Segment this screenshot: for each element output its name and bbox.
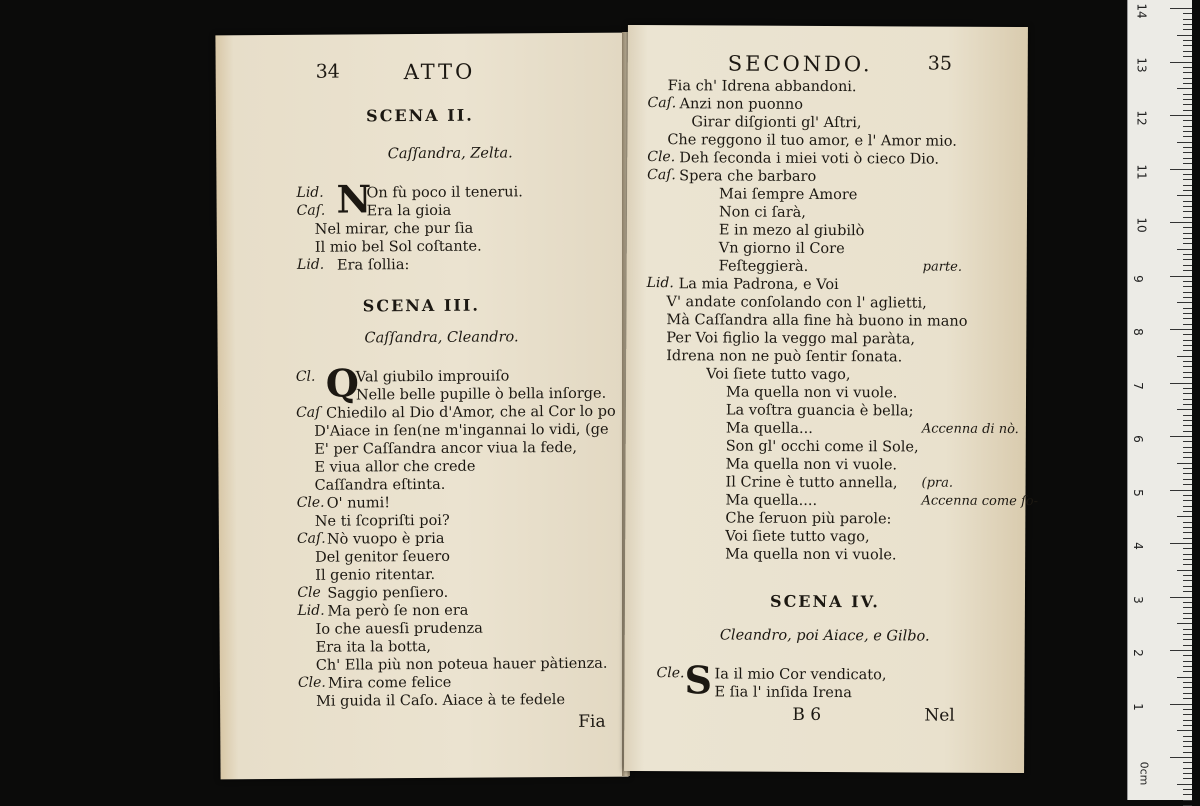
ruler-number: 13 [1134, 56, 1149, 73]
verse-line: Il Crine è tutto annella, [725, 474, 898, 492]
verse-line: Ma quella non vi vuole. [725, 456, 898, 474]
verse-line: Mi guida il Caſo. Aiace à te fedele [316, 692, 566, 710]
ruler-tick [1177, 570, 1192, 571]
ruler-tick [1183, 13, 1192, 14]
ruler-tick [1183, 639, 1192, 640]
ruler-tick [1183, 174, 1192, 175]
verse-line: Mira come felice [327, 674, 452, 692]
verse-line: Che reggono il tuo amor, e l' Amor mio. [667, 132, 957, 150]
ruler-tick [1170, 8, 1192, 9]
verse-line: Nel mirar, che pur ſia [314, 220, 474, 238]
ruler-tick [1170, 329, 1192, 330]
verse-line: Deh ſeconda i miei voti ò cieco Dio. [679, 150, 940, 168]
ruler-tick [1183, 511, 1192, 512]
ruler-tick [1183, 629, 1192, 630]
verse-line: Ch' Ella più non poteua hauer pàtienza. [315, 655, 608, 674]
verse-line: Era ita la botta, [315, 638, 432, 656]
speaker-label: Caſ [295, 404, 321, 421]
speaker-label: Cle. [296, 494, 325, 511]
ruler-tick [1183, 345, 1192, 346]
ruler-tick [1183, 190, 1192, 191]
ruler-tick [1183, 158, 1192, 159]
speaker-label: Caſ. [647, 95, 677, 112]
ruler-tick [1183, 308, 1192, 309]
verse-line: Ma quella... [725, 420, 813, 437]
ruler-tick [1183, 447, 1192, 448]
ruler-tick [1183, 522, 1192, 523]
ruler-tick [1183, 618, 1192, 619]
ruler-tick [1183, 484, 1192, 485]
stage-direction: Accenna come ſo- [921, 493, 1039, 510]
stage-direction: (pra. [921, 475, 954, 491]
ruler-tick [1183, 377, 1192, 378]
ruler-tick [1183, 682, 1192, 683]
stage-direction: parte. [922, 259, 963, 275]
verse-line: V' andate conſolando con l' aglietti, [666, 294, 927, 312]
speaker-label: Caſ. [296, 202, 326, 219]
ruler-tick [1183, 709, 1192, 710]
ruler-tick [1177, 302, 1192, 303]
ruler-tick [1183, 452, 1192, 453]
ruler-tick [1183, 67, 1192, 68]
ruler-tick [1183, 238, 1192, 239]
verse-line: Mà Caſſandra alla fine hà buono in mano [666, 312, 968, 330]
ruler-tick [1183, 634, 1192, 635]
ruler-tick [1183, 532, 1192, 533]
ruler-tick [1183, 270, 1192, 271]
ruler-tick [1183, 19, 1192, 20]
drop-cap: N [336, 176, 372, 222]
verse-line: Son gl' occhi come il Sole, [725, 438, 919, 456]
ruler-tick [1170, 650, 1192, 651]
open-book [218, 22, 1039, 780]
ruler-tick [1183, 318, 1192, 319]
ruler-tick [1183, 147, 1192, 148]
ruler-tick [1170, 490, 1192, 491]
ruler-tick [1183, 388, 1192, 389]
verse-line: Del genitor ſeuero [315, 548, 451, 566]
verse-line: Caſſandra eſtinta. [314, 476, 446, 494]
ruler-tick [1183, 94, 1192, 95]
speaker-label: Lid. [297, 602, 325, 619]
ruler-tick [1183, 645, 1192, 646]
verse-line: Voi ſiete tutto vago, [725, 528, 870, 546]
ruler-tick [1183, 586, 1192, 587]
catchword: Nel [924, 705, 955, 726]
ruler-tick [1183, 671, 1192, 672]
ruler-tick [1183, 506, 1192, 507]
ruler-tick [1170, 704, 1192, 705]
speaker-label: Caſ. [647, 167, 676, 184]
ruler-tick [1183, 741, 1192, 742]
ruler-tick [1183, 40, 1192, 41]
ruler-tick [1183, 425, 1192, 426]
verse-line: La mia Padrona, e Voi [678, 276, 839, 294]
scena-title: SCENA III. [362, 295, 480, 316]
ruler-number: 5 [1130, 488, 1145, 497]
ruler-tick [1183, 361, 1192, 362]
scena-characters: Caſſandra, Cleandro. [364, 329, 519, 347]
ruler-tick [1183, 468, 1192, 469]
ruler-tick [1183, 575, 1192, 576]
ruler-tick [1183, 559, 1192, 560]
ruler-tick [1183, 746, 1192, 747]
verse-line: Chiedilo al Dio d'Amor, che al Cor lo po [325, 403, 616, 422]
verse-line: Saggio penſiero. [327, 584, 449, 602]
ruler-tick [1177, 516, 1192, 517]
ruler-tick [1170, 276, 1192, 277]
ruler-tick [1183, 773, 1192, 774]
verse-line: Io che auesſi prudenza [315, 620, 483, 638]
ruler-tick [1183, 334, 1192, 335]
verse-line: Ma quella non vi vuole. [725, 384, 898, 402]
verse-line: Nò vuopo è pria [326, 530, 445, 548]
drop-cap: S [684, 657, 713, 703]
ruler-tick [1183, 666, 1192, 667]
ruler-tick [1183, 286, 1192, 287]
ruler-tick [1183, 350, 1192, 351]
ruler-tick [1183, 45, 1192, 46]
ruler-tick [1170, 169, 1192, 170]
ruler-tick [1177, 88, 1192, 89]
verse-line: Vn giorno il Core [718, 240, 845, 258]
ruler-tick [1183, 720, 1192, 721]
ruler-tick [1177, 249, 1192, 250]
stage-direction: Accenna di nò. [921, 421, 1019, 438]
ruler-tick [1170, 757, 1192, 758]
ruler-tick [1183, 538, 1192, 539]
verse-line: E in mezo al giubilò [718, 222, 865, 240]
ruler-tick [1183, 313, 1192, 314]
ruler-tick [1170, 436, 1192, 437]
ruler-tick [1183, 479, 1192, 480]
verse-line: Spera che barbaro [679, 168, 817, 185]
ruler-tick [1183, 211, 1192, 212]
ruler-number: 4 [1130, 542, 1145, 550]
ruler-tick [1183, 613, 1192, 614]
ruler-tick [1183, 259, 1192, 260]
ruler-number: 12 [1134, 110, 1149, 126]
ruler-tick [1183, 495, 1192, 496]
ruler-tick [1183, 687, 1192, 688]
running-header-right: SECONDO. [727, 51, 873, 77]
ruler-tick [1183, 404, 1192, 405]
ruler-number: 2 [1130, 649, 1145, 657]
ruler-tick [1183, 83, 1192, 84]
speaker-label: Caſ. [296, 530, 326, 547]
ruler-tick [1183, 693, 1192, 694]
verse-line: E viua allor che crede [314, 458, 476, 476]
ruler-tick [1177, 677, 1192, 678]
ruler-tick [1183, 217, 1192, 218]
catchword: Fia [578, 711, 606, 732]
ruler-tick [1183, 206, 1192, 207]
ruler-tick [1183, 324, 1192, 325]
ruler-tick [1183, 736, 1192, 737]
running-header-left: ATTO [403, 59, 476, 85]
verse-line: Feſteggierà. [718, 258, 809, 275]
ruler-tick [1183, 714, 1192, 715]
verse-line: Non ci ſarà, [718, 204, 806, 221]
ruler-tick [1183, 778, 1192, 779]
verse-line: Il mio bel Sol coſtante. [314, 238, 482, 256]
measuring-ruler [1127, 0, 1192, 800]
ruler-tick [1170, 597, 1192, 598]
verse-line: D'Aiace in ſen(ne m'ingannai lo vidi, (ge [314, 421, 609, 440]
ruler-tick [1183, 265, 1192, 266]
ruler-tick [1183, 548, 1192, 549]
speaker-label: Cle. [647, 149, 676, 166]
ruler-tick [1183, 56, 1192, 57]
ruler-tick [1177, 35, 1192, 36]
verse-line: Voi ſiete tutto vago, [706, 366, 851, 384]
ruler-tick [1183, 372, 1192, 373]
right-page [624, 25, 1039, 773]
verse-line: Val giubilo improuiſo [355, 368, 510, 386]
verse-line: Ia il mio Cor vendicato, [714, 666, 887, 684]
ruler-tick [1170, 62, 1192, 63]
ruler-tick [1183, 51, 1192, 52]
ruler-tick [1183, 72, 1192, 73]
ruler-tick [1183, 762, 1192, 763]
ruler-tick [1177, 623, 1192, 624]
verse-line: Per Voi figlio la veggo mal paràta, [666, 330, 916, 348]
left-page [215, 33, 628, 780]
ruler-tick [1183, 340, 1192, 341]
ruler-tick [1183, 24, 1192, 25]
verse-line: On fù poco il tenerui. [366, 184, 523, 202]
ruler-tick [1183, 297, 1192, 298]
verse-line: Ma quella.... [725, 492, 818, 509]
ruler-tick [1183, 655, 1192, 656]
ruler-number: 10 [1134, 217, 1149, 233]
ruler-tick [1183, 580, 1192, 581]
verse-line: O' numi! [326, 495, 391, 512]
page-number-left: 34 [315, 60, 340, 83]
ruler-tick [1183, 564, 1192, 565]
ruler-number: 8 [1130, 328, 1145, 336]
ruler-tick [1183, 233, 1192, 234]
ruler-tick [1183, 201, 1192, 202]
ruler-tick [1183, 120, 1192, 121]
speaker-label: Cle [297, 584, 321, 601]
ruler-tick [1183, 399, 1192, 400]
ruler-tick [1183, 227, 1192, 228]
ruler-number: 7 [1130, 381, 1145, 390]
verse-line: Nelle belle pupille ò bella inſorge. [355, 385, 607, 404]
ruler-tick [1183, 441, 1192, 442]
ruler-tick [1183, 607, 1192, 608]
ruler-tick [1183, 794, 1192, 795]
verse-line: Anzi non puonno [679, 96, 804, 113]
ruler-tick [1183, 99, 1192, 100]
ruler-number: 14 [1134, 3, 1149, 19]
ruler-tick [1183, 457, 1192, 458]
scena-characters: Cleandro, poi Aiace, e Gilbo. [719, 627, 930, 645]
verse-line: Che ſeruon più parole: [725, 510, 892, 528]
ruler-tick [1183, 725, 1192, 726]
speaker-label: Cle. [297, 674, 326, 691]
ruler-number: 9 [1130, 274, 1145, 283]
ruler-tick [1183, 185, 1192, 186]
verse-line: Fia ch' Idrena abbandoni. [667, 78, 857, 96]
ruler-tick [1170, 383, 1192, 384]
ruler-tick [1183, 104, 1192, 105]
ruler-tick [1183, 752, 1192, 753]
ruler-tick [1177, 195, 1192, 196]
ruler-tick [1183, 698, 1192, 699]
speaker-label: Lid. [296, 184, 324, 201]
ruler-tick [1183, 179, 1192, 180]
drop-cap: Q [325, 360, 360, 406]
scena-characters: Caſſandra, Zelta. [387, 145, 513, 163]
ruler-tick [1170, 543, 1192, 544]
ruler-unit: 0cm [1137, 761, 1151, 786]
ruler-tick [1177, 730, 1192, 731]
ruler-tick [1183, 78, 1192, 79]
ruler-tick [1177, 784, 1192, 785]
ruler-tick [1177, 356, 1192, 357]
ruler-tick [1183, 366, 1192, 367]
ruler-tick [1183, 110, 1192, 111]
ruler-tick [1183, 281, 1192, 282]
ruler-tick [1183, 591, 1192, 592]
verse-line: Era la gioia [366, 202, 452, 220]
verse-line: Ne ti ſcopriſti poi? [314, 512, 450, 530]
verse-line: La voſtra guancia è bella; [725, 402, 914, 420]
scena-title: SCENA II. [366, 105, 474, 126]
ruler-tick [1183, 527, 1192, 528]
ruler-tick [1177, 463, 1192, 464]
page-number-right: 35 [927, 52, 953, 75]
ruler-tick [1170, 222, 1192, 223]
ruler-tick [1183, 500, 1192, 501]
ruler-tick [1183, 415, 1192, 416]
speaker-label: Lid. [646, 275, 674, 292]
ruler-tick [1183, 136, 1192, 137]
ruler-number: 11 [1134, 163, 1149, 180]
ruler-tick [1183, 431, 1192, 432]
speaker-label: Cl. [295, 368, 316, 385]
ruler-tick [1170, 115, 1192, 116]
ruler-tick [1177, 142, 1192, 143]
ruler-tick [1183, 789, 1192, 790]
ruler-tick [1177, 409, 1192, 410]
ruler-tick [1183, 768, 1192, 769]
verse-line: Era ſollia: [336, 257, 410, 274]
verse-line: Il genio ritentar. [315, 566, 436, 584]
ruler-tick [1183, 254, 1192, 255]
speaker-label: Lid. [296, 256, 325, 273]
ruler-tick [1183, 473, 1192, 474]
ruler-number: 1 [1130, 702, 1145, 711]
ruler-tick [1183, 554, 1192, 555]
verse-line: Mai ſempre Amore [719, 186, 858, 204]
ruler-tick [1183, 393, 1192, 394]
verse-line: Ma però ſe non era [327, 602, 469, 620]
ruler-tick [1183, 243, 1192, 244]
verse-line: Girar diſgionti gl' Aſtri, [691, 114, 862, 132]
ruler-tick [1183, 152, 1192, 153]
ruler-tick [1183, 292, 1192, 293]
ruler-tick [1183, 420, 1192, 421]
ruler-tick [1183, 126, 1192, 127]
speaker-label: Cle. [656, 665, 685, 682]
ruler-number: 3 [1130, 595, 1145, 604]
verse-line: Ma quella non vi vuole. [725, 546, 897, 564]
ruler-tick [1183, 29, 1192, 30]
ruler-tick [1183, 131, 1192, 132]
ruler-tick [1183, 602, 1192, 603]
verse-line: E' per Caſſandra ancor viua la fede, [314, 439, 577, 458]
verse-line: E ſia l' inſida Irena [714, 684, 852, 702]
verse-line: Idrena non ne può ſentir ſonata. [666, 348, 903, 366]
ruler-tick [1183, 163, 1192, 164]
signature-mark: B 6 [792, 704, 822, 725]
scena-title: SCENA IV. [770, 591, 880, 612]
ruler-number: 6 [1130, 435, 1145, 443]
ruler-tick [1183, 661, 1192, 662]
